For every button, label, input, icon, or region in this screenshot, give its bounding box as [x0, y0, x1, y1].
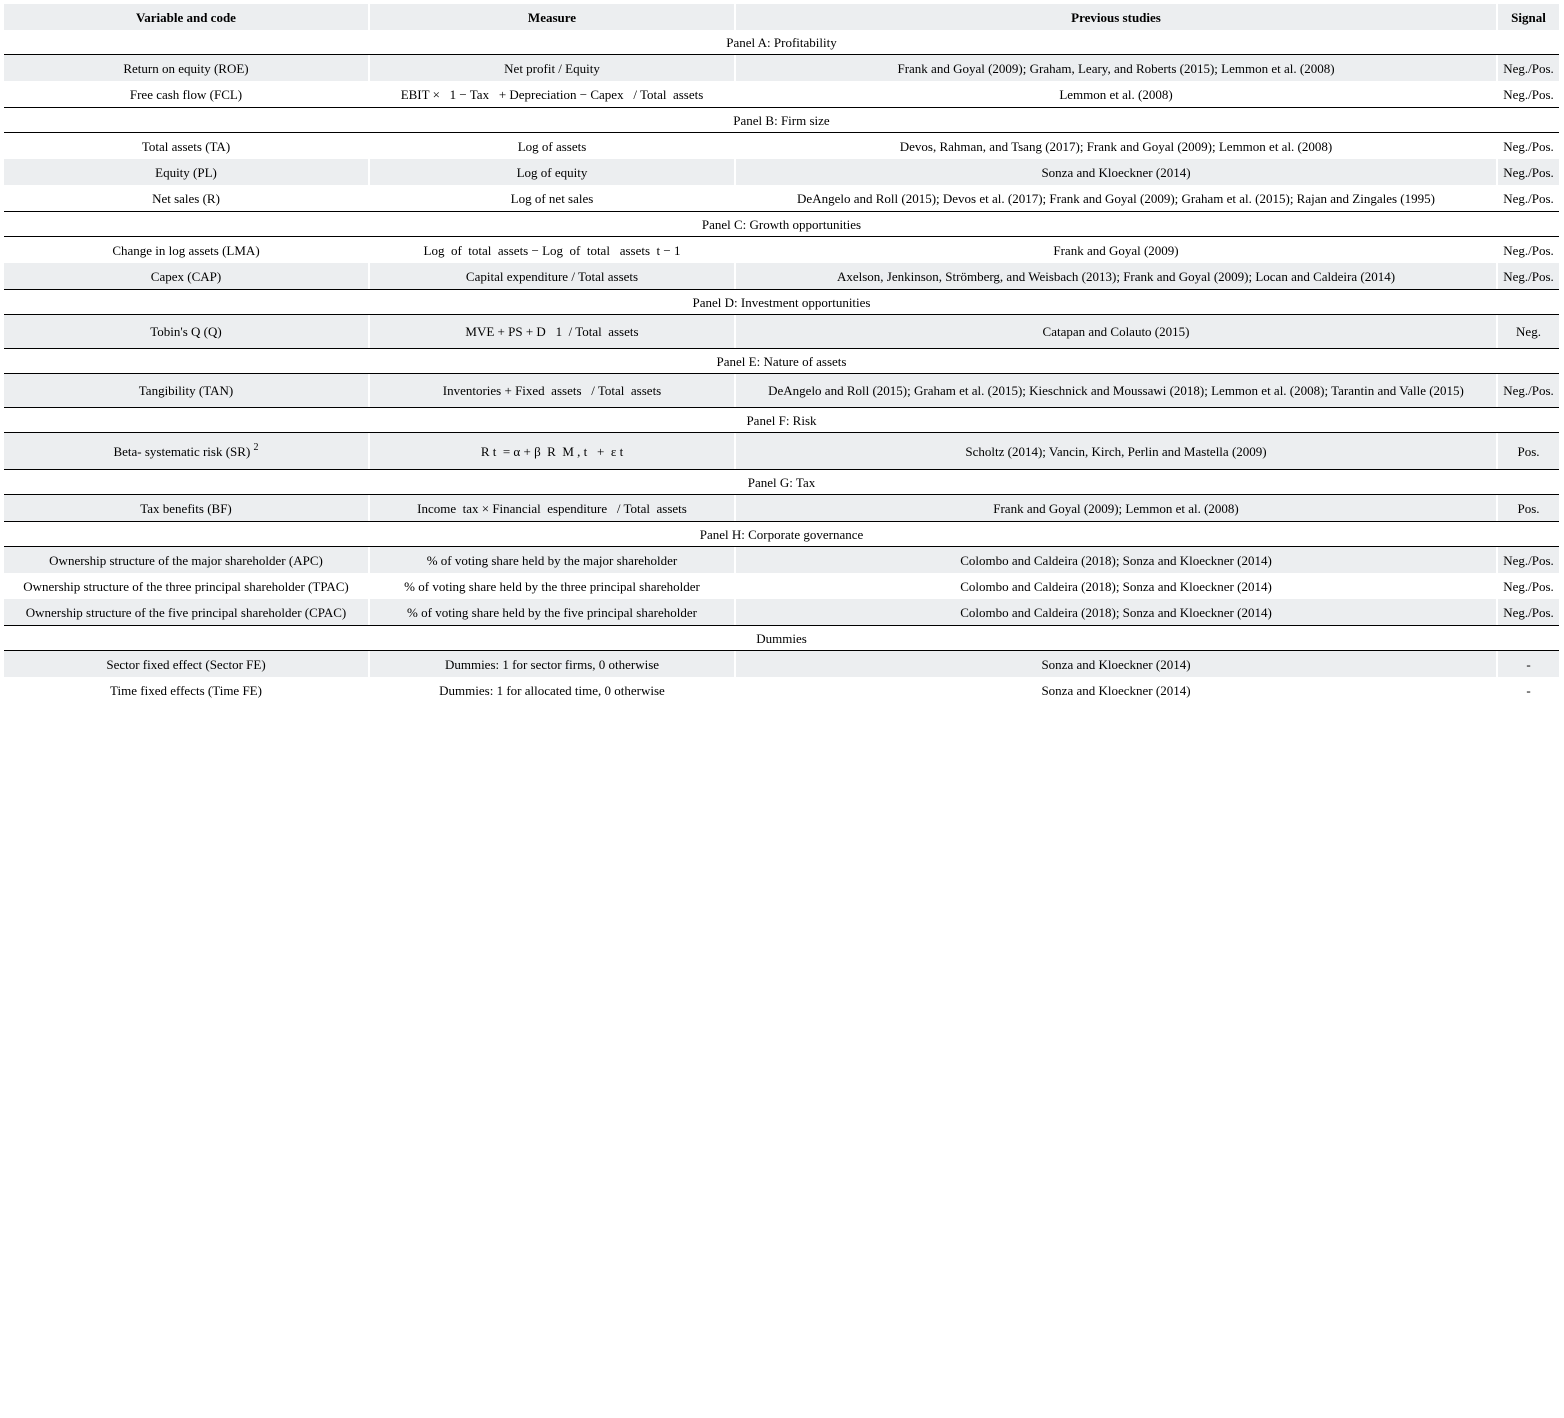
table-row: [4, 133, 1559, 159]
table-row: [4, 599, 1559, 625]
signal-cell: -: [1496, 651, 1559, 677]
measure-cell: Capital expenditure / Total assets: [368, 263, 734, 289]
header-signal: Signal: [1496, 4, 1559, 30]
measure-cell: MVE + PS + D 1 / Total assets: [368, 315, 734, 348]
previous-studies-cell: DeAngelo and Roll (2015); Devos et al. (2017); Frank and Goyal (2009); Graham et al. (2015); Rajan and Zingales (1995): [734, 185, 1496, 211]
signal-cell: Neg./Pos.: [1496, 55, 1559, 81]
previous-studies-cell: Axelson, Jenkinson, Strömberg, and Weisbach (2013); Frank and Goyal (2009); Locan and Caldeira (2014): [734, 263, 1496, 289]
previous-studies-cell: Lemmon et al. (2008): [734, 81, 1496, 107]
variable-cell: Return on equity (ROE): [4, 55, 368, 81]
previous-studies-cell: DeAngelo and Roll (2015); Graham et al. (2015); Kieschnick and Moussawi (2018); Lemmon et al. (2008); Tarantin and Valle (2015): [734, 374, 1496, 407]
panel-title: Panel C: Growth opportunities: [4, 211, 1559, 237]
previous-studies-cell: Frank and Goyal (2009); Lemmon et al. (2008): [734, 495, 1496, 521]
measure-cell: Dummies: 1 for allocated time, 0 otherwise: [368, 677, 734, 703]
signal-cell: Neg./Pos.: [1496, 263, 1559, 289]
measure-cell: % of voting share held by the five principal shareholder: [368, 599, 734, 625]
signal-cell: Neg.: [1496, 315, 1559, 348]
signal-cell: Neg./Pos.: [1496, 185, 1559, 211]
signal-cell: Pos.: [1496, 495, 1559, 521]
signal-cell: Neg./Pos.: [1496, 133, 1559, 159]
panel-title: Panel D: Investment opportunities: [4, 289, 1559, 315]
variable-cell: Tangibility (TAN): [4, 374, 368, 407]
variable-cell: Capex (CAP): [4, 263, 368, 289]
previous-studies-cell: Frank and Goyal (2009): [734, 237, 1496, 263]
footnote-marker: 2: [253, 441, 259, 453]
panel-heading-g: [4, 469, 1559, 495]
signal-cell: Neg./Pos.: [1496, 237, 1559, 263]
measure-cell: Log of total assets − Log of total assets t − 1: [368, 237, 734, 263]
previous-studies-cell: Colombo and Caldeira (2018); Sonza and Kloeckner (2014): [734, 599, 1496, 625]
table-row: [4, 547, 1559, 573]
table-row: [4, 263, 1559, 289]
variable-cell: Sector fixed effect (Sector FE): [4, 651, 368, 677]
panel-heading-a: [4, 30, 1559, 55]
header-variable: Variable and code: [4, 4, 368, 30]
header-measure: Measure: [368, 4, 734, 30]
table-row: [4, 573, 1559, 599]
measure-cell: Log of assets: [368, 133, 734, 159]
variable-cell: Ownership structure of the three principal shareholder (TPAC): [23, 578, 349, 594]
panel-heading-d: [4, 289, 1559, 315]
panel-title: Dummies: [4, 625, 1559, 651]
measure-cell: Dummies: 1 for sector firms, 0 otherwise: [368, 651, 734, 677]
table-row: [4, 55, 1559, 81]
signal-cell: Neg./Pos.: [1496, 374, 1559, 407]
panel-title: Panel F: Risk: [4, 407, 1559, 433]
table-row: [4, 433, 1559, 469]
panel-title: Panel G: Tax: [4, 469, 1559, 495]
table-row: [4, 81, 1559, 107]
variable-cell: Ownership structure of the five principal shareholder (CPAC): [4, 599, 368, 625]
panel-heading-c: [4, 211, 1559, 237]
previous-studies-cell: Colombo and Caldeira (2018); Sonza and Kloeckner (2014): [734, 547, 1496, 573]
variable-cell: Net sales (R): [152, 190, 220, 206]
signal-cell: Neg./Pos.: [1496, 547, 1559, 573]
panel-title: Panel A: Profitability: [4, 30, 1559, 55]
previous-studies-cell: Sonza and Kloeckner (2014): [734, 651, 1496, 677]
variable-cell: Free cash flow (FCL): [129, 86, 243, 102]
signal-cell: Neg./Pos.: [1496, 159, 1559, 185]
previous-studies-cell: Sonza and Kloeckner (2014): [734, 159, 1496, 185]
panel-heading-e: [4, 348, 1559, 374]
variable-cell: Ownership structure of the major shareholder (APC): [4, 547, 368, 573]
table-row: [4, 495, 1559, 521]
variables-table: [4, 4, 1559, 703]
header-row: [4, 4, 1559, 30]
panel-heading-b: [4, 107, 1559, 133]
table-row: [4, 374, 1559, 407]
previous-studies-cell: Frank and Goyal (2009); Graham, Leary, and Roberts (2015); Lemmon et al. (2008): [734, 55, 1496, 81]
variable-cell: Change in log assets (LMA): [112, 242, 260, 258]
measure-cell: Inventories + Fixed assets / Total assets: [368, 374, 734, 407]
measure-cell: % of voting share held by the major shareholder: [368, 547, 734, 573]
table-row: [4, 677, 1559, 703]
variable-cell: Tobin's Q (Q): [4, 315, 368, 348]
measure-cell: R t = α + β R M , t + ε t: [368, 433, 734, 469]
signal-cell: Neg./Pos.: [1496, 81, 1559, 107]
panel-title: Panel H: Corporate governance: [4, 521, 1559, 547]
previous-studies-cell: Catapan and Colauto (2015): [734, 315, 1496, 348]
signal-cell: Neg./Pos.: [1496, 599, 1559, 625]
measure-cell: Log of equity: [368, 159, 734, 185]
panel-heading-f: [4, 407, 1559, 433]
previous-studies-cell: Devos, Rahman, and Tsang (2017); Frank and Goyal (2009); Lemmon et al. (2008): [734, 133, 1496, 159]
measure-cell: EBIT × 1 − Tax + Depreciation − Capex / Total assets: [368, 81, 734, 107]
measure-cell: % of voting share held by the three principal shareholder: [368, 573, 734, 599]
variable-cell: [4, 433, 368, 469]
measure-cell: Income tax × Financial espenditure / Total assets: [368, 495, 734, 521]
measure-cell: Log of net sales: [368, 185, 734, 211]
signal-cell: -: [1496, 677, 1559, 703]
previous-studies-cell: Sonza and Kloeckner (2014): [734, 677, 1496, 703]
variable-cell: Time fixed effects (Time FE): [110, 682, 262, 698]
variable-cell: Equity (PL): [4, 159, 368, 185]
table-row: [4, 651, 1559, 677]
table-row: [4, 185, 1559, 211]
previous-studies-cell: Colombo and Caldeira (2018); Sonza and Kloeckner (2014): [734, 573, 1496, 599]
panel-title: Panel B: Firm size: [4, 107, 1559, 133]
variable-text: Beta- systematic risk (SR): [113, 443, 251, 459]
signal-cell: Pos.: [1496, 433, 1559, 469]
measure-cell: Net profit / Equity: [368, 55, 734, 81]
variable-cell: Tax benefits (BF): [4, 495, 368, 521]
table-row: [4, 237, 1559, 263]
signal-cell: Neg./Pos.: [1496, 573, 1559, 599]
previous-studies-cell: Scholtz (2014); Vancin, Kirch, Perlin and Mastella (2009): [734, 433, 1496, 469]
table-row: [4, 159, 1559, 185]
panel-heading-h: [4, 521, 1559, 547]
variable-cell: Total assets (TA): [141, 138, 231, 154]
table-row: [4, 315, 1559, 348]
panel-title: Panel E: Nature of assets: [4, 348, 1559, 374]
panel-heading-dummies: [4, 625, 1559, 651]
header-previous-studies: Previous studies: [734, 4, 1496, 30]
